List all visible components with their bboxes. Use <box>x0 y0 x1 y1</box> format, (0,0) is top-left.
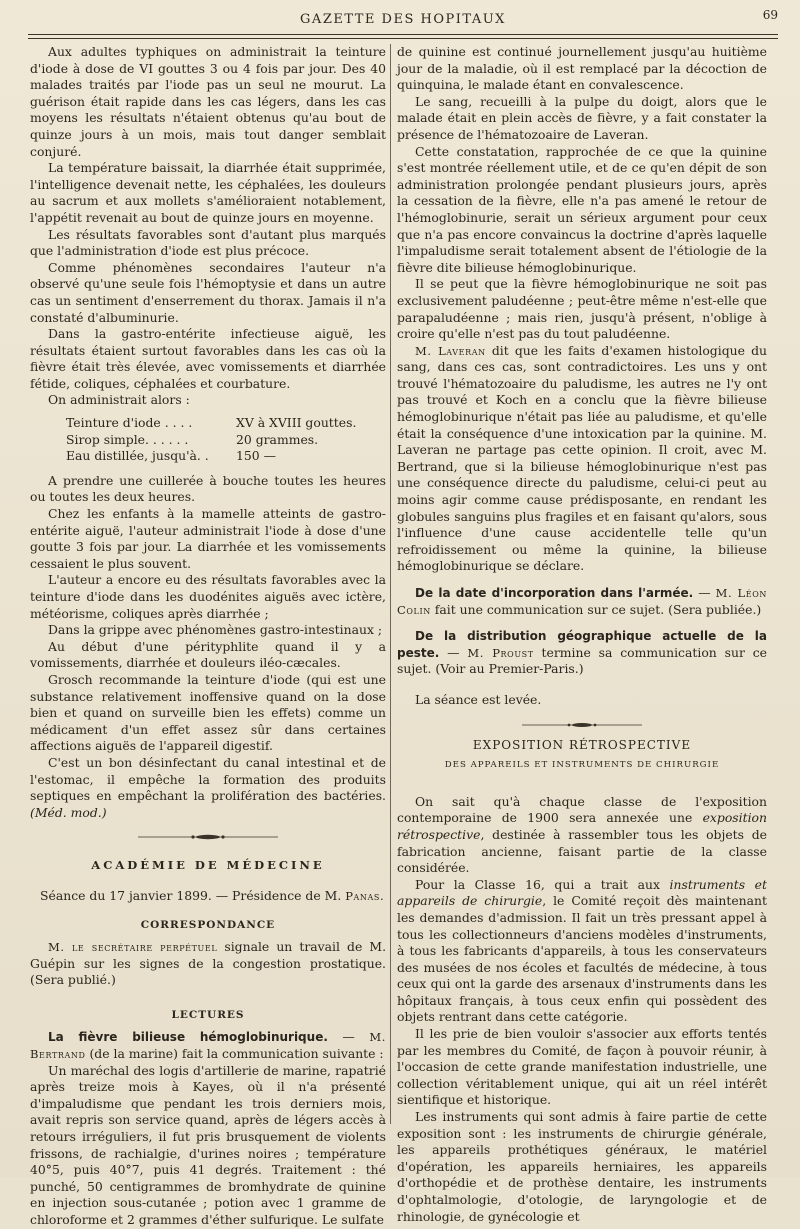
dash: — <box>327 1029 370 1045</box>
president-name: Panas. <box>345 888 385 903</box>
paragraph <box>397 628 767 678</box>
subheading-correspondance: CORRESPONDANCE <box>140 918 276 931</box>
formula-ingredient: Eau distillée, jusqu'à. . <box>66 448 209 464</box>
speaker-name: M. Proust <box>467 645 534 660</box>
formula-ingredient: Teinture d'iode . . . . <box>66 415 193 431</box>
section-heading-academie: ACADÉMIE DE MÉDECINE <box>91 858 325 873</box>
dash: — <box>439 644 468 660</box>
subheading-lectures: LECTURES <box>171 1008 245 1021</box>
section-ornament <box>30 833 386 841</box>
paragraph-text: , le Comité reçoit dès maintenant les demandes d'admission. Il fait un très pressant appel à tous les collectionneurs d'anciens modèles d'instruments, à tous les fabricants d'appareils, à tous les conservateurs des musées de nos écoles et facultés de médecine, à tous ceux qui ont la garde des arsenaux d'instruments dans les hôpitaux français, à tous ceux enfin qui possèdent des objets rentrant dans cette catégorie. <box>397 893 767 1025</box>
formula-dose: 150 — <box>236 448 276 464</box>
paragraph: Dans la gastro-entérite infectieuse aiguë, les résultats étaient surtout favorables dans les cas où la fièvre était très élevée, avec vomissements et diarrhée fétide, coliques, céphalées et courbature. <box>30 326 386 391</box>
paragraph <box>397 585 767 618</box>
paragraph <box>30 939 386 989</box>
paragraph <box>397 877 767 1026</box>
paragraph-text: fait une communication sur ce sujet. (Sera publiée.) <box>430 601 762 617</box>
seance-line <box>30 888 386 905</box>
spacer <box>397 618 767 628</box>
speaker-name: M. Laveran <box>415 343 486 358</box>
paragraph: Grosch recommande la teinture d'iode (qui est une substance relativement inoffensive quand on la dose bien et quand on surveille bien les effets) comme un médicament d'un effet assez sûr dans certaines affections aiguës de l'appareil digestif. <box>30 671 386 754</box>
spacer <box>397 678 767 688</box>
paragraph-text: termine sa communication sur ce sujet. (Voir au Premier-Paris.) <box>397 644 767 677</box>
spacer <box>397 575 767 585</box>
speaker-name: M. Bertrand <box>30 1030 386 1062</box>
paragraph: La température baissait, la diarrhée était supprimée, l'intelligence devenait nette, les céphalées, les douleurs au sacrum et aux mollets s'amélioraient notablement, l'appétit revenait au bout de quinze jours en moyenne. <box>30 160 386 225</box>
section-ornament <box>397 721 767 729</box>
formula-row <box>66 448 386 465</box>
communication-title: La fièvre bilieuse hémoglobinurique. <box>48 1030 328 1045</box>
ornament-divider-icon <box>138 833 278 841</box>
paragraph-text: , destinée à rassembler tous les objets de fabrication ancienne, faisant partie de la classe considérée. <box>397 826 767 876</box>
paragraph <box>397 794 767 877</box>
paragraph-text: On sait qu'à chaque classe de l'exposition contemporaine de 1900 sera annexée une <box>397 793 767 826</box>
formula-row <box>66 432 386 449</box>
paragraph-text: dit que les faits d'examen histologique du sang, dans ces cas, sont contradictoires. Les uns y ont trouvé l'hématozoaire du paludisme, les autres ne l'y ont pas trouvé et Koch en a conclu que la fièvre bilieuse hémoglobinurique n'était pas liée au paludisme, et qu'elle était la conséquence d'une intoxication par la quinine. M. Laveran ne partage pas cette opinion. Il croit, avec M. Bertrand, que si la bilieuse hémoglobinurique n'est pas une conséquence directe du paludisme, celui-ci peut au moins agir comme cause prédisposante, en rendant les globules sanguins plus fragiles et en faisant qu'alors, sous l'influence d'une cause accidentelle telle qu'un refroidissement ou même la quinine, la bilieuse hémoglobinurique se déclare. <box>397 342 767 574</box>
paragraph-text: (de la marine) fait la communication suivante : <box>85 1046 384 1062</box>
column-divider <box>390 44 391 1124</box>
paragraph: Dans la grippe avec phénomènes gastro-intestinaux ; <box>48 622 383 638</box>
prescription-formula <box>66 415 386 465</box>
page-header <box>28 8 778 34</box>
paragraph: Les instruments qui sont admis à faire partie de cette exposition sont : les instruments de chirurgie générale, les appareils prothétiques généraux, le matériel d'opération, les appareils herniaires, les appareils d'orthopédie et de prothèse dentaire, les instruments d'ophtalmologie, d'otologie, de laryngologie et de rhinologie, de gynécologie et <box>397 1109 767 1224</box>
section-title-exposition: EXPOSITION RÉTROSPECTIVE <box>472 737 692 752</box>
paragraph: de quinine est continué journellement jusqu'au huitième jour de la maladie, où il est remplacé par la décoction de quinquina, le malade étant en convalescence. <box>397 44 767 93</box>
paragraph: Le sang, recueilli à la pulpe du doigt, alors que le malade était en plein accès de fièvre, y a fait constater la présence de l'hématozoaire de Laveran. <box>397 93 767 142</box>
paragraph: Au début d'une pérityphlite quand il y a vomissements, diarrhée et douleurs iléo-cæcales. <box>30 638 386 671</box>
speaker-name: M. Léon Colin <box>397 586 767 617</box>
left-column <box>30 44 386 1229</box>
right-column <box>397 44 767 1225</box>
paragraph <box>397 343 767 575</box>
formula-ingredient: Sirop simple. . . . . . <box>66 431 189 447</box>
paragraph: Il se peut que la fièvre hémoglobinurique ne soit pas exclusivement paludéenne ; peut-être même n'est-elle que parapaludéenne ; mais rien, jusqu'à présent, n'oblige à croire qu'elle n'est pas du tout paludéenne. <box>397 276 767 342</box>
paragraph: Chez les enfants à la mamelle atteints de gastro-entérite aiguë, l'auteur administrait l'iode à dose d'une goutte 3 fois par jour. La diarrhée et les vomissements cessaient le plus souvent. <box>30 506 386 571</box>
journal-title: GAZETTE DES HOPITAUX <box>300 12 506 27</box>
communication-title: De la date d'incorporation dans l'armée. <box>415 586 694 600</box>
spacer <box>30 989 386 999</box>
paragraph: On administrait alors : <box>48 392 190 408</box>
paragraph: Cette constatation, rapprochée de ce que la quinine s'est montrée réellement utile, et de ce qu'en dépit de son administration prolongée pendant plusieurs jours, après la cessation de la fièvre, elle n'a pas amené le retour de l'hémoglobinurie, serait un sérieux argument pour ceux que n'a pas encore convaincus la doctrine d'après laquelle l'impaludisme serait totalement absent de l'étiologie de la fièvre dite bilieuse hémoglobinurique. <box>397 143 767 275</box>
paragraph: Les résultats favorables sont d'autant plus marqués que l'administration d'iode est plus précoce. <box>30 226 386 259</box>
paragraph: L'auteur a encore eu des résultats favorables avec la teinture d'iode dans les duodénites aiguës avec ictère, météorisme, coliques après diarrhée ; <box>30 572 386 621</box>
section-subtitle-exposition: DES APPAREILS ET INSTRUMENTS DE CHIRURGIE <box>444 760 720 771</box>
communication-title: De la distribution géographique actuelle de la peste. <box>397 629 767 660</box>
formula-dose: XV à XVIII gouttes. <box>236 415 357 431</box>
emphasis-text: instruments et appareils de chirurgie <box>397 876 767 909</box>
paragraph: Aux adultes typhiques on administrait la teinture d'iode à dose de VI gouttes 3 ou 4 fois par jour. Des 40 malades traités par l'iode pas un seul ne mourut. La guérison était rapide dans les cas légers, dans les cas moyens les résultats n'étaient obtenus qu'au bout de quinze jours à un mois, mais tout danger semblait conjuré. <box>30 44 386 159</box>
page-number: 69 <box>762 8 778 22</box>
paragraph: Comme phénomènes secondaires l'auteur n'a observé qu'une seule fois l'hémoptysie et dans un autre cas un sentiment d'enserrement du thorax. Jamais il n'a constaté d'albuminurie. <box>30 259 386 325</box>
paragraph <box>30 1029 386 1062</box>
paragraph <box>30 755 386 821</box>
paragraph-text: signale un travail de M. Guépin sur les signes de la congestion prostatique. (Sera publié.) <box>30 939 387 988</box>
formula-dose: 20 grammes. <box>236 431 319 447</box>
formula-row <box>66 415 386 432</box>
paragraph-text: Pour la Classe 16, qui a trait aux <box>415 876 670 892</box>
paragraph: Un maréchal des logis d'artillerie de marine, rapatrié après treize mois à Kayes, où il n'a présenté d'impaludisme que pendant les trois derniers mois, avait repris son service quand, après de légers accès à retours irréguliers, il fut pris brusquement de violents frissons, de rachialgie, d'urines noires ; température 40°5, puis 40°7, puis 41 degrés. Traitement : thé punché, 50 centigrammes de bromhydrate de quinine en injection sous-cutanée ; potion avec 1 gramme de chloroforme et 2 grammes d'éther sulfurique. Le sulfate <box>30 1062 386 1227</box>
header-rule-thin <box>28 38 778 39</box>
speaker-name: M. le secrétaire perpétuel <box>48 940 218 955</box>
paragraph: A prendre une cuillerée à bouche toutes les heures ou toutes les deux heures. <box>30 472 386 505</box>
header-rule-thick <box>28 34 778 35</box>
closing-line: La séance est levée. <box>415 691 542 707</box>
source-citation: (Méd. mod.) <box>30 804 107 820</box>
paragraph: Il les prie de bien vouloir s'associer aux efforts tentés par les membres du Comité, de façon à pouvoir réunir, à l'occasion de cette grande manifestation industrielle, une collection véritablement unique, qui ait un réel intérêt sientifique et historique. <box>397 1026 767 1108</box>
seance-text: Séance du 17 janvier 1899. — Présidence de M. <box>40 887 346 903</box>
dash: — <box>693 585 716 600</box>
paragraph-text: C'est un bon désinfectant du canal intestinal et de l'estomac, il empêche la formation des produits septiques en empêchant la prolifération des bactéries. <box>30 754 386 804</box>
emphasis-text: exposition rétrospective <box>397 810 767 842</box>
ornament-divider-icon <box>522 721 642 729</box>
